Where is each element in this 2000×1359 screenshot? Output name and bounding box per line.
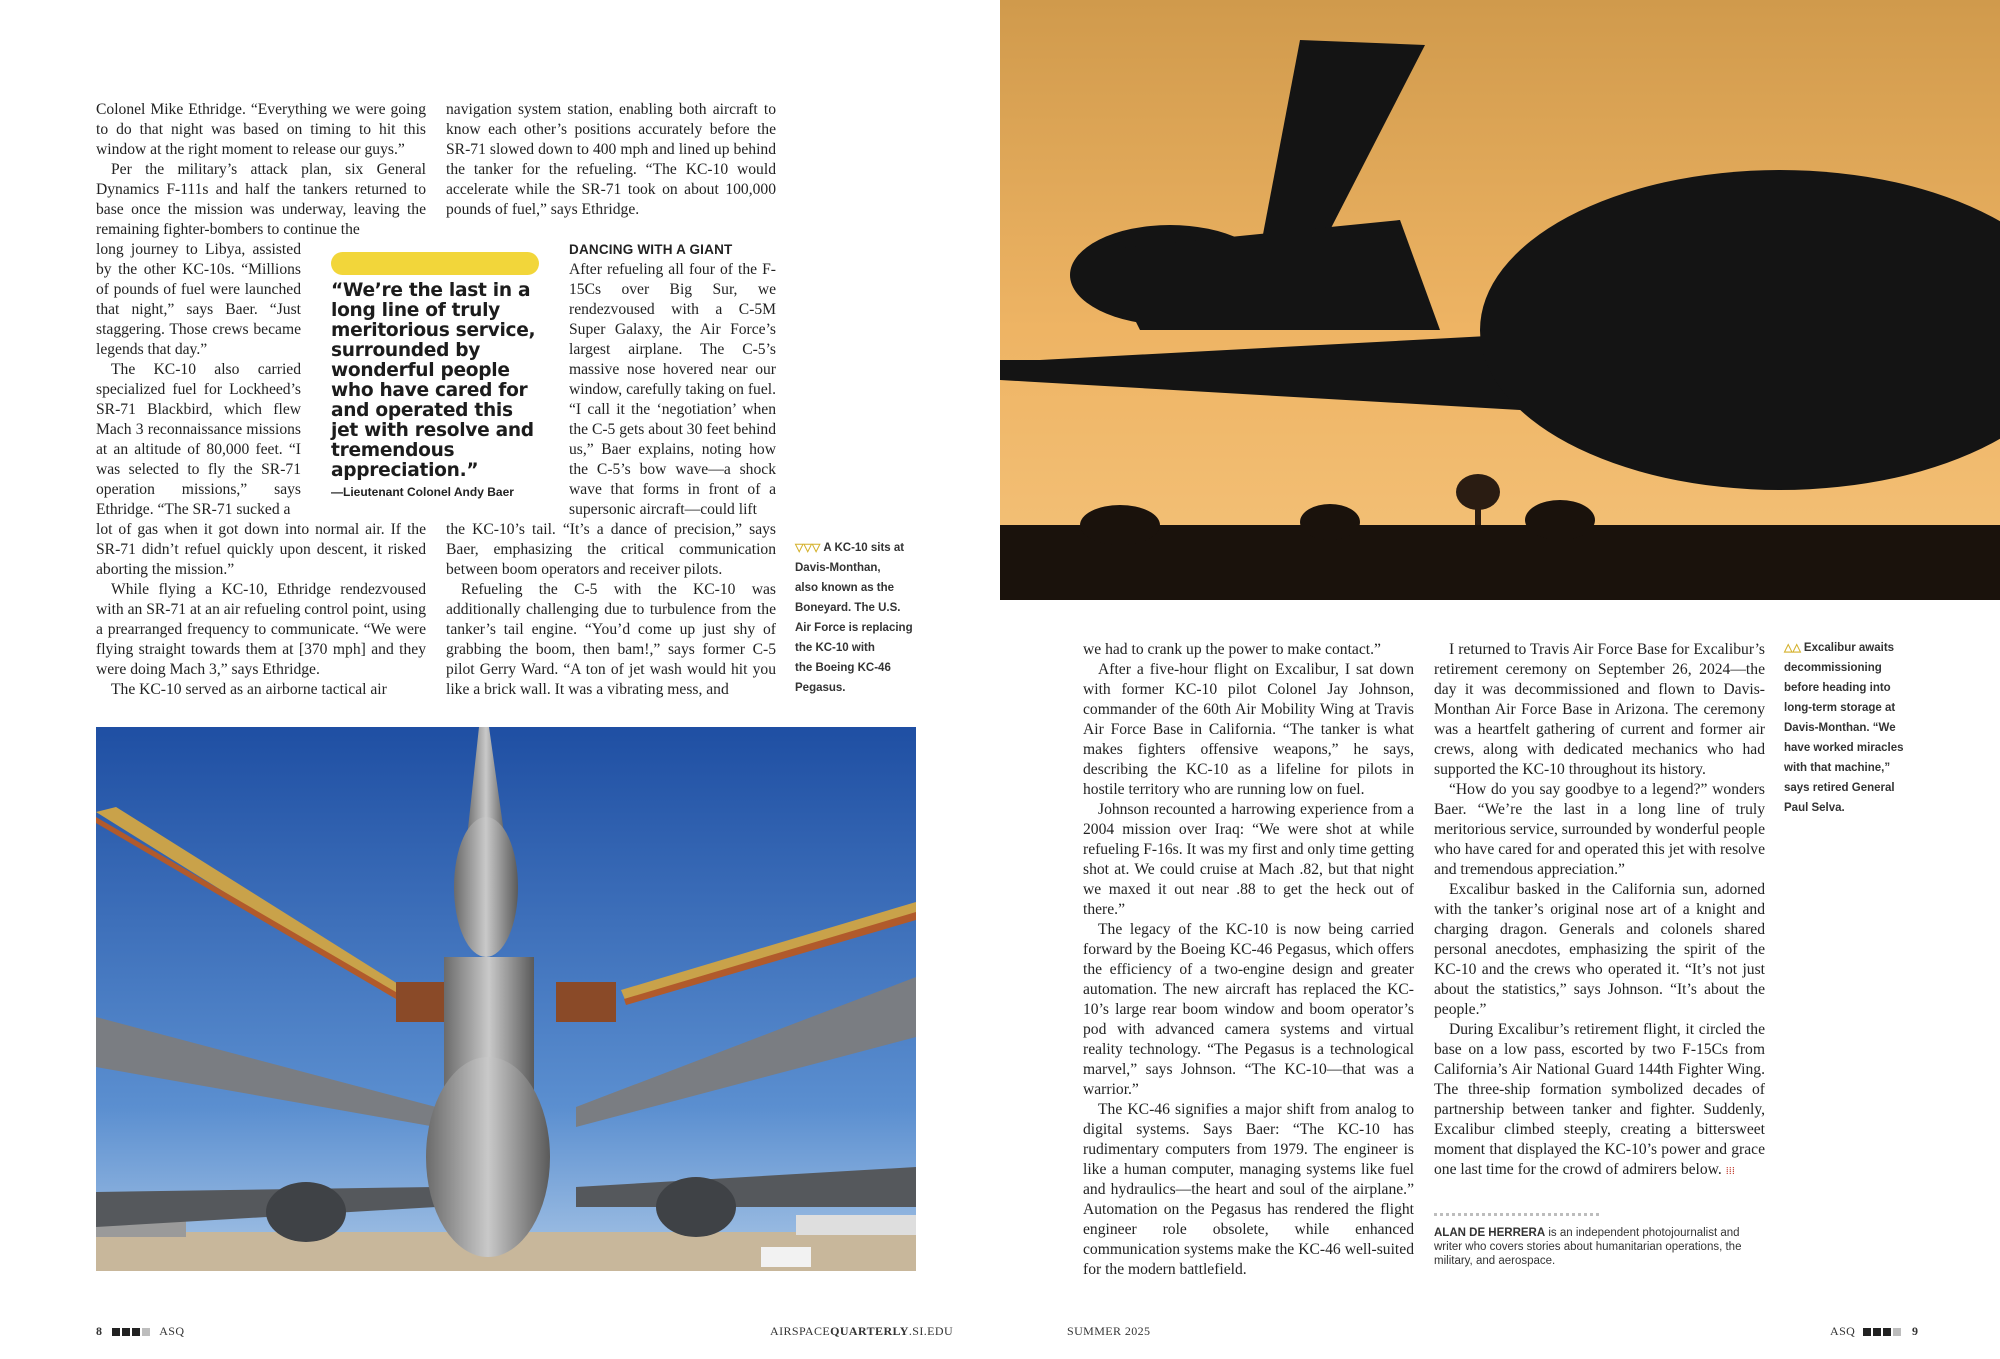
end-mark-icon: ⁞⁞⁞ bbox=[1725, 1165, 1735, 1177]
page-number: 9 bbox=[1912, 1324, 1919, 1338]
left-col2-top bbox=[446, 100, 776, 220]
paragraph: Colonel Mike Ethridge. “Everything we were going to do that night was based on timing to hit this window at the right moment to release our guys.” bbox=[96, 101, 426, 158]
left-col2-narrow bbox=[569, 240, 776, 520]
paragraph: Refueling the C-5 with the KC-10 was additionally challenging due to turbulence from the tanker’s tail engine. “You’d come up just shy of grabbing the boom, then bam!,” says former C-5 pilot Gerry Ward. “A ton of jet wash would hit you like a brick wall. It was a vibrating mess, and bbox=[446, 581, 776, 698]
footer-brand: ASQ bbox=[159, 1324, 185, 1338]
paragraph: navigation system station, enabling both aircraft to know each other’s positions accurately before the SR-71 slowed down to 400 mph and lined up behind the tanker for the refueling. “The KC-10 would accelerate while the SR-71 took on about 100,000 pounds of fuel,” says Ethridge. bbox=[446, 101, 776, 218]
footer-squares-icon bbox=[112, 1324, 152, 1338]
pull-quote: “We’re the last in a long line of truly meritorious service, surrounded by wonderful people who have cared for and operated this jet with resolve and tremendous appreciation.” bbox=[331, 280, 536, 481]
paragraph: the KC-10’s tail. “It’s a dance of precision,” says Baer, emphasizing the critical communication between boom operators and receiver pilots. bbox=[446, 521, 776, 578]
footer-brand: ASQ bbox=[1830, 1324, 1856, 1338]
paragraph: The KC-46 signifies a major shift from analog to digital systems. Says Baer: “The KC-10 has rudimentary computers from 1979. The engineer is like a human computer, managing systems like fuel and hydraulics—the heart and soul of the airplane.” Automation on the Pegasus has rendered the flight engineer role obsolete, while enhanced communication systems make the KC-46 well-suited for the modern battlefield. bbox=[1083, 1101, 1414, 1278]
paragraph: we had to crank up the power to make contact.” bbox=[1083, 641, 1381, 658]
right-footer bbox=[1830, 1324, 1918, 1339]
paragraph: lot of gas when it got down into normal air. If the SR-71 didn’t refuel quickly upon descent, it risked aborting the mission.” bbox=[96, 521, 426, 578]
right-col2 bbox=[1434, 640, 1765, 1181]
paragraph: long journey to Libya, assisted by the other KC-10s. “Millions of pounds of fuel were launched that night,” says Baer. “Just staggering. Those crews became legends that day.” bbox=[96, 241, 301, 358]
excalibur-sunset-photo bbox=[1000, 0, 2000, 600]
author-name: ALAN DE HERRERA bbox=[1434, 1227, 1546, 1239]
pull-quote-attribution: —Lieutenant Colonel Andy Baer bbox=[331, 485, 514, 499]
paragraph: Per the military’s attack plan, six General Dynamics F-111s and half the tankers returned to base once the mission was underway, leaving the remaining fighter-bombers to continue the bbox=[96, 161, 426, 238]
photo-caption-right: △△ Excalibur awaits decommissioning before heading into long-term storage at Davis-Monthan. “We have worked miracles with that machine,” says retired General Paul Selva. bbox=[1784, 642, 1904, 814]
paragraph: The KC-10 also carried specialized fuel for Lockheed’s SR-71 Blackbird, which flew Mach 3 reconnaissance missions at an altitude of 80,000 feet. “I was selected to fly the SR-71 operation missions,” says Ethridge. “The SR-71 sucked a bbox=[96, 361, 301, 518]
page-number: 8 bbox=[96, 1324, 103, 1338]
kc10-tail-photo bbox=[96, 727, 916, 1271]
left-col1-top bbox=[96, 100, 426, 240]
paragraph: The legacy of the KC-10 is now being carried forward by the Boeing KC-46 Pegasus, which offers the efficiency of a two-engine design and greater automation. The new aircraft has replaced the KC-10’s large rear boom window and boom operator’s pod with advanced camera systems and virtual reality technology. “The Pegasus is a technological marvel,” says Johnson. “The KC-10—that was a warrior.” bbox=[1083, 921, 1414, 1098]
paragraph: During Excalibur’s retirement flight, it circled the base on a low pass, escorted by two F-15Cs from California’s Air National Guard 144th Fighter Wing. The three-ship formation symbolized decades of partnership between tanker and fighter. Suddenly, Excalibur climbed steeply, creating a bittersweet moment that displayed the KC-10’s power and grace one last time for the crowd of admirers below. ⁞⁞⁞ bbox=[1434, 1021, 1765, 1178]
footer-issue: SUMMER 2025 bbox=[1067, 1324, 1151, 1338]
paragraph: Johnson recounted a harrowing experience from a 2004 mission over Iraq: “We were shot at while refueling F-16s. It was my first and only time getting shot at. We could cruise at Mach .82, but that night we maxed it out near .88 to get the heck out of there.” bbox=[1083, 801, 1414, 918]
author-bio: ALAN DE HERRERA is an independent photojournalist and writer who covers stories about humanitarian operations, the military, and aerospace. bbox=[1434, 1227, 1742, 1267]
paragraph: After refueling all four of the F-15Cs over Big Sur, we rendezvoused with a C-5M Super Galaxy, the Air Force’s largest airplane. The C-5’s massive nose hovered near our window, carefully taking on fuel. “I call it the ‘negotiation’ when the C-5 gets about 30 feet behind us,” Baer explains, noting how the C-5’s bow wave—a shock wave that forms in front of a supersonic aircraft—could lift bbox=[569, 261, 776, 518]
paragraph: While flying a KC-10, Ethridge rendezvoused with an SR-71 at an air refueling control point, using a prearranged frequency to communicate. “We were flying straight towards them at [370 mph] and they were doing Mach 3,” says Ethridge. bbox=[96, 581, 427, 678]
paragraph: The KC-10 served as an airborne tactical air bbox=[111, 681, 387, 698]
left-footer bbox=[96, 1324, 184, 1339]
left-col1-narrow bbox=[96, 240, 301, 520]
pull-quote-highlight-bar bbox=[331, 252, 539, 275]
section-subhead: DANCING WITH A GIANT bbox=[569, 242, 733, 257]
paragraph: Excalibur basked in the California sun, adorned with the tanker’s original nose art of a knight and charging dragon. Generals and colonels shared personal anecdotes, emphasizing the spirit of the KC-10 and the crews who operated it. “It’s not just about the statistics,” says Johnson. “It’s about the people.” bbox=[1434, 881, 1765, 1018]
paragraph: I returned to Travis Air Force Base for Excalibur’s retirement ceremony on September 26, 2024—the day it was decommissioned and flown to Davis-Monthan Air Force Base in Arizona. The ceremony was a heartfelt gathering of current and former air crews, along with dedicated mechanics who had supported the KC-10 throughout its history. bbox=[1434, 641, 1765, 778]
footer-url[interactable]: AIRSPACEQUARTERLY.SI.EDU bbox=[770, 1324, 954, 1338]
left-col2-bottom bbox=[446, 520, 776, 700]
caption-marker-icon: △△ bbox=[1784, 642, 1801, 654]
paragraph: “How do you say goodbye to a legend?” wonders Baer. “We’re the last in a long line of truly meritorious service, surrounded by wonderful people who have cared for and operated this jet with resolve and tremendous appreciation.” bbox=[1434, 781, 1765, 878]
photo-caption-left: ▽▽▽ A KC-10 sits at Davis-Monthan, also known as the Boneyard. The U.S. Air Force is replacing the KC-10 with the Boeing KC-46 Pegasus. bbox=[795, 542, 913, 694]
footer-squares-icon bbox=[1863, 1324, 1903, 1338]
caption-marker-icon: ▽▽▽ bbox=[795, 542, 821, 554]
paragraph: After a five-hour flight on Excalibur, I sat down with former KC-10 pilot Colonel Jay Johnson, commander of the 60th Air Mobility Wing at Travis Air Force Base in California. “The tanker is what makes fighters offensive weapons,” he says, describing the KC-10 as a lifeline for pilots in hostile territory who are running low on fuel. bbox=[1083, 661, 1414, 798]
bio-divider bbox=[1434, 1213, 1599, 1216]
right-col1 bbox=[1083, 640, 1414, 1280]
left-col1-bottom bbox=[96, 520, 426, 700]
